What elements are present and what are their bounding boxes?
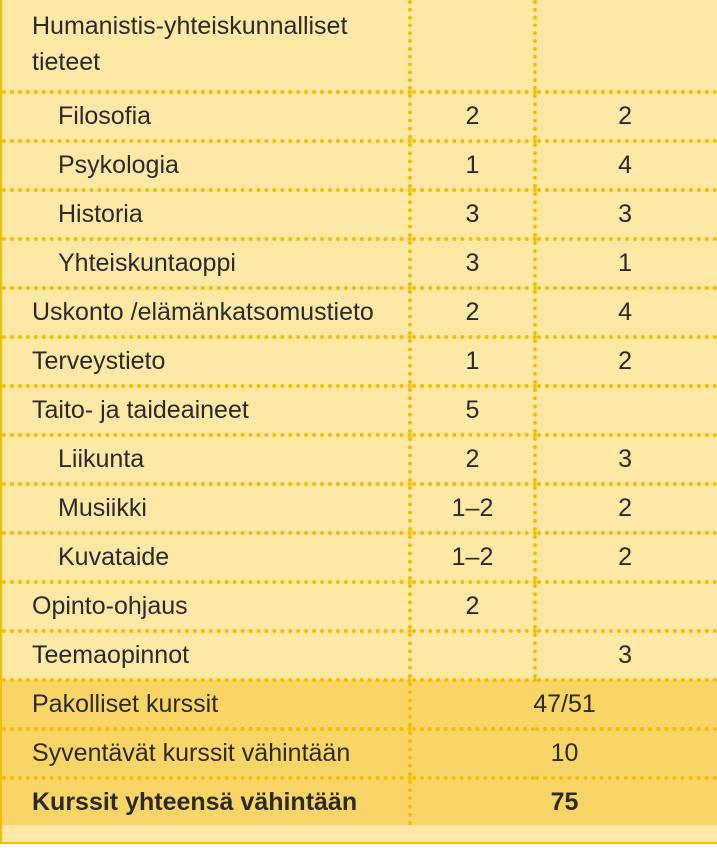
row-value-2: 2	[535, 92, 717, 141]
row-value-1	[410, 0, 535, 92]
summary-value: 10	[410, 729, 717, 778]
summary-label: Kurssit yhteensä vähintään	[2, 778, 410, 825]
row-label: Kuvataide	[2, 533, 410, 582]
summary-value: 75	[410, 778, 717, 825]
table-row	[2, 386, 717, 435]
row-value-2	[535, 582, 717, 631]
row-value-1: 1	[410, 337, 535, 386]
row-value-1: 1	[410, 141, 535, 190]
table-row	[2, 239, 717, 288]
row-value-2: 2	[535, 533, 717, 582]
table-row	[2, 631, 717, 680]
row-label: Historia	[2, 190, 410, 239]
summary-value: 47/51	[410, 680, 717, 729]
row-value-1: 3	[410, 239, 535, 288]
row-value-2: 3	[535, 190, 717, 239]
row-value-1: 5	[410, 386, 535, 435]
table-row	[2, 288, 717, 337]
row-value-1: 3	[410, 190, 535, 239]
row-value-1	[410, 631, 535, 680]
table-row	[2, 435, 717, 484]
table-row	[2, 582, 717, 631]
row-value-1: 2	[410, 435, 535, 484]
table-row	[2, 190, 717, 239]
row-value-1: 1–2	[410, 533, 535, 582]
table-row	[2, 141, 717, 190]
row-label: Filosofia	[2, 92, 410, 141]
row-value-2: 3	[535, 631, 717, 680]
row-label: Liikunta	[2, 435, 410, 484]
summary-label: Pakolliset kurssit	[2, 680, 410, 729]
course-table	[2, 0, 717, 825]
summary-row	[2, 680, 717, 729]
row-value-2: 3	[535, 435, 717, 484]
table-row	[2, 0, 717, 92]
row-value-2: 2	[535, 337, 717, 386]
row-label: Taito- ja taideaineet	[2, 386, 410, 435]
row-label: Teemaopinnot	[2, 631, 410, 680]
row-label: Humanistis-yhteiskunnalliset tieteet	[2, 0, 410, 92]
summary-row	[2, 778, 717, 825]
summary-row	[2, 729, 717, 778]
row-value-2: 1	[535, 239, 717, 288]
row-label: Uskonto /elämänkatsomustieto	[2, 288, 410, 337]
summary-label: Syventävät kurssit vähintään	[2, 729, 410, 778]
row-label: Yhteiskuntaoppi	[2, 239, 410, 288]
row-label: Musiikki	[2, 484, 410, 533]
row-value-1: 2	[410, 288, 535, 337]
row-value-2: 4	[535, 141, 717, 190]
table-row	[2, 92, 717, 141]
row-label: Opinto-ohjaus	[2, 582, 410, 631]
row-value-2	[535, 0, 717, 92]
row-value-1: 2	[410, 582, 535, 631]
row-label: Terveystieto	[2, 337, 410, 386]
row-value-1: 1–2	[410, 484, 535, 533]
table-row	[2, 484, 717, 533]
table-row	[2, 533, 717, 582]
row-value-1: 2	[410, 92, 535, 141]
row-label: Psykologia	[2, 141, 410, 190]
row-value-2	[535, 386, 717, 435]
row-value-2: 4	[535, 288, 717, 337]
row-value-2: 2	[535, 484, 717, 533]
table-row	[2, 337, 717, 386]
